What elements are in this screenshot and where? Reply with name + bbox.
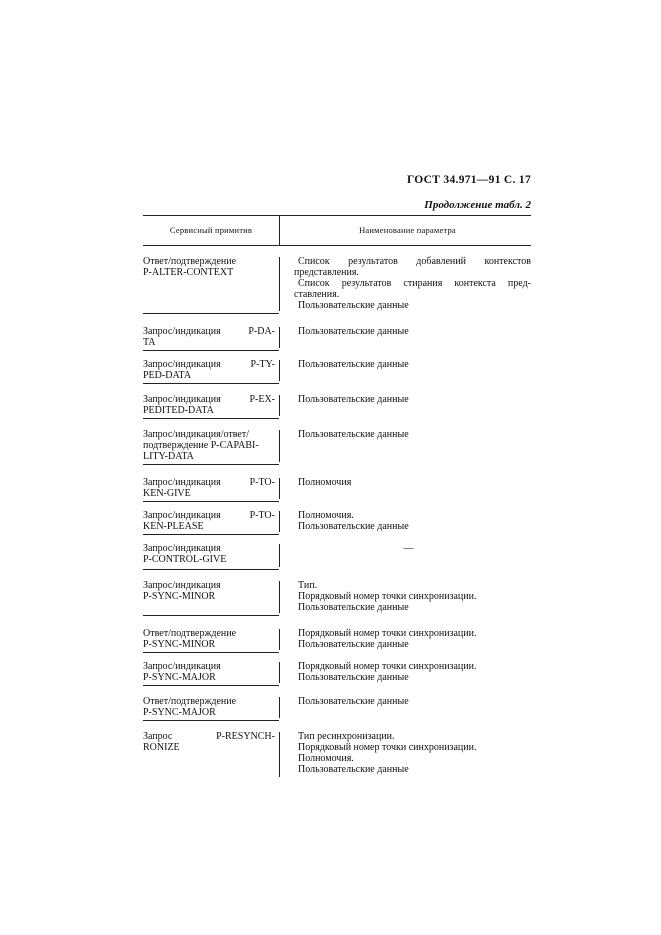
parameter-cell <box>280 580 531 613</box>
primitive-cell <box>143 359 279 381</box>
primitive-cell <box>143 510 279 532</box>
parameter-line: Пользовательские данные <box>298 672 409 683</box>
primitive-line: Запрос/индикация <box>143 543 221 554</box>
primitive-line: подтверждение P-CAPABI- <box>143 440 259 451</box>
primitive-line: Запрос/индикация P-EX- <box>143 394 275 405</box>
parameter-cell <box>280 256 531 311</box>
primitive-line: KEN-PLEASE <box>143 521 204 532</box>
primitive-line: KEN-GIVE <box>143 488 191 499</box>
table-row <box>143 246 531 314</box>
primitive-cell <box>143 731 279 753</box>
table-row <box>143 686 531 721</box>
parameter-line: Список результатов стирания контекста пред- <box>298 278 531 289</box>
primitive-cell <box>143 477 279 499</box>
parameter-line: Полномочия <box>298 477 352 488</box>
parameter-line: Порядковый номер точки синхронизации. <box>298 661 477 672</box>
table-header <box>143 216 531 245</box>
parameter-line: Пользовательские данные <box>298 764 409 775</box>
table-body <box>143 246 531 777</box>
primitive-cell <box>143 628 279 650</box>
parameter-cell <box>280 628 531 650</box>
parameter-line: Пользовательские данные <box>298 639 409 650</box>
primitive-line: Запрос/индикация <box>143 661 221 672</box>
primitive-line: Запрос/индикация P-TO- <box>143 477 275 488</box>
parameter-line: Пользовательские данные <box>298 300 409 311</box>
primitive-line: P-SYNC-MAJOR <box>143 707 216 718</box>
table-row <box>143 653 531 686</box>
parameter-line: Пользовательские данные <box>298 359 409 370</box>
parameter-line: Пользовательские данные <box>298 602 409 613</box>
parameter-line: Полномочия. <box>298 753 354 764</box>
table-continuation-label: Продолжение табл. 2 <box>424 199 531 211</box>
parameter-cell <box>280 731 531 775</box>
primitive-line: Запрос/индикация <box>143 580 221 591</box>
parameter-cell <box>280 326 531 337</box>
parameter-line: Порядковый номер точки синхронизации. <box>298 628 477 639</box>
parameter-line: Пользовательские данные <box>298 696 409 707</box>
table-row <box>143 465 531 502</box>
primitive-line: Запрос/индикация/ответ/ <box>143 429 249 440</box>
parameter-cell <box>280 394 531 405</box>
parameter-cell <box>280 429 531 440</box>
primitive-line: P-SYNC-MINOR <box>143 639 216 650</box>
parameter-line: Пользовательские данные <box>298 326 409 337</box>
primitive-line: LITY-DATA <box>143 451 194 462</box>
parameter-cell <box>280 661 531 683</box>
parameter-line: Пользовательские данные <box>298 394 409 405</box>
table-row <box>143 419 531 465</box>
primitive-line: P-SYNC-MINOR <box>143 591 216 602</box>
primitive-cell <box>143 580 279 602</box>
primitive-line: P-ALTER-CONTEXT <box>143 267 234 278</box>
table-row <box>143 570 531 616</box>
parameter-line: Порядковый номер точки синхронизации. <box>298 591 477 602</box>
parameter-line: Полномочия. <box>298 510 354 521</box>
primitive-line: TA <box>143 337 156 348</box>
table-row <box>143 314 531 351</box>
primitive-cell <box>143 543 279 565</box>
primitive-cell <box>143 661 279 683</box>
primitive-line: PEDITED-DATA <box>143 405 214 416</box>
primitive-cell <box>143 429 279 462</box>
parameter-cell <box>280 696 531 707</box>
parameter-cell <box>280 510 531 532</box>
primitive-cell <box>143 696 279 718</box>
parameter-cell <box>280 477 531 488</box>
table-row <box>143 384 531 419</box>
primitive-line: Запрос/индикация P-DA- <box>143 326 275 337</box>
parameter-line: Пользовательские данные <box>298 521 409 532</box>
primitive-cell <box>143 394 279 416</box>
parameter-line: — <box>403 543 414 554</box>
primitive-line: Ответ/подтверждение <box>143 696 237 707</box>
table-row <box>143 351 531 384</box>
parameters-table <box>143 215 531 777</box>
primitive-line: Запрос P-RESYNCH- <box>143 731 275 742</box>
table-row <box>143 616 531 653</box>
primitive-line: Запрос/индикация P-TY- <box>143 359 275 370</box>
primitive-line: Ответ/подтверждение <box>143 256 237 267</box>
primitive-line: RONIZE <box>143 742 180 753</box>
parameter-cell <box>280 359 531 370</box>
column-header-parameter: Наименование параметра <box>359 225 456 235</box>
parameter-line: ставления. <box>294 289 340 300</box>
parameter-cell <box>280 543 531 554</box>
primitive-cell <box>143 326 279 348</box>
primitive-line: P-SYNC-MAJOR <box>143 672 216 683</box>
primitive-line: Ответ/подтверждение <box>143 628 237 639</box>
page-header: ГОСТ 34.971—91 С. 17 <box>406 174 531 186</box>
column-header-primitive: Сервисный примитив <box>169 225 253 235</box>
parameter-line: Тип. <box>298 580 318 591</box>
parameter-line: Список результатов добавлений контекстов <box>298 256 531 267</box>
primitive-cell <box>143 256 279 278</box>
primitive-line: P-CONTROL-GIVE <box>143 554 227 565</box>
parameter-line: Тип ресинхронизации. <box>298 731 395 742</box>
table-row <box>143 535 531 570</box>
primitive-line: PED-DATA <box>143 370 192 381</box>
parameter-line: Порядковый номер точки синхронизации. <box>298 742 477 753</box>
primitive-line: Запрос/индикация P-TO- <box>143 510 275 521</box>
parameter-line: Пользовательские данные <box>298 429 409 440</box>
parameter-line: представления. <box>294 267 359 278</box>
table-row <box>143 502 531 535</box>
table-row <box>143 721 531 777</box>
